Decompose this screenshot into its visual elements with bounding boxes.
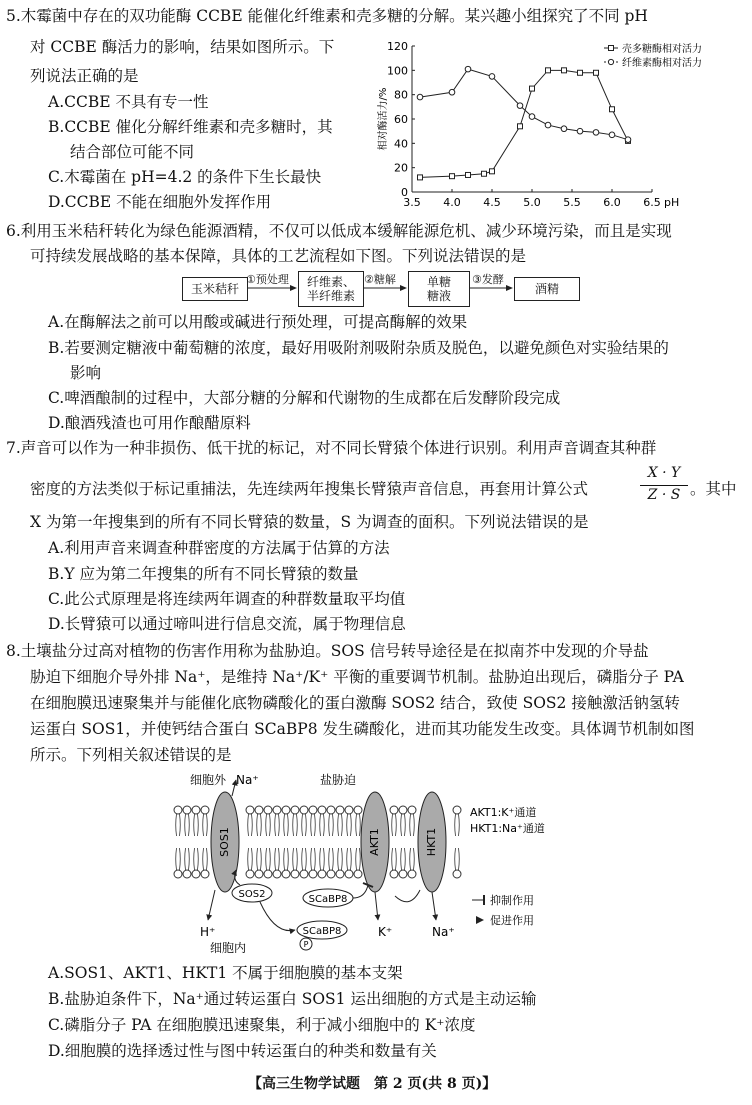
- flow-arrowhead-2: [400, 285, 407, 291]
- phospholipid-tail: [342, 814, 343, 836]
- series-1-point: [530, 86, 535, 91]
- legend-marker-1: [609, 46, 614, 51]
- phospholipid-tail: [266, 848, 267, 870]
- legend-promote-arrow: [476, 916, 484, 924]
- flow-arrowhead-1: [290, 285, 297, 291]
- scabp8-membrane-label: SCaBP8: [308, 894, 348, 905]
- phospholipid-head: [282, 870, 290, 878]
- phospholipid-tail: [176, 848, 177, 870]
- q7-stem-line1: 7.声音可以作为一种非损伤、低干扰的标记，对不同长臂猿个体进行识别。利用声音调查其种群: [6, 439, 657, 457]
- q7-stem-line2: 密度的方法类似于标记重捕法，先连续两年搜集长臂猿声音信息，再套用计算公式: [30, 480, 589, 498]
- phospholipid-head: [273, 806, 281, 814]
- sos2-promote-sos1: [235, 870, 240, 885]
- phospholipid-head: [255, 806, 263, 814]
- phospholipid-tail: [252, 814, 253, 836]
- phospholipid-head: [318, 870, 326, 878]
- y-tick-label: 20: [394, 161, 408, 175]
- phospholipid-tail: [293, 848, 294, 870]
- phospholipid-tail: [297, 814, 298, 836]
- series-line-2: [420, 69, 628, 140]
- phospholipid-head: [318, 806, 326, 814]
- q5-stem-line1: 5.木霉菌中存在的双功能酶 CCBE 能催化纤维素和壳多糖的分解。某兴趣小组探究了不同 pH: [6, 7, 648, 25]
- phospholipid-head: [309, 870, 317, 878]
- series-1-point: [578, 70, 583, 75]
- page-footer: 【高三生物学试题 第 2 页(共 8 页)】: [248, 1076, 497, 1092]
- phospholipid-tail: [392, 814, 393, 836]
- phospholipid-head: [345, 806, 353, 814]
- series-2-point: [593, 130, 599, 136]
- series-2-point: [545, 122, 551, 128]
- phospholipid-tail: [329, 848, 330, 870]
- phospholipid-tail: [315, 814, 316, 836]
- phospholipid-tail: [293, 814, 294, 836]
- phospholipid-head: [408, 806, 416, 814]
- q6-option-b: B.若要测定糖液中葡萄糖的浓度，最好用吸附剂吸附杂质及脱色，以避免颜色对实验结果的: [48, 339, 669, 357]
- phospholipid-tail: [338, 814, 339, 836]
- series-2-point: [625, 137, 631, 143]
- phospholipid-tail: [261, 848, 262, 870]
- q7-option-a: A.利用声音来调查种群密度的方法属于估算的方法: [48, 539, 390, 557]
- phospholipid-tail: [414, 848, 415, 870]
- na-in-label: Na⁺: [432, 925, 455, 939]
- phospholipid-tail: [176, 814, 177, 836]
- x-tick-label: 4.5: [483, 196, 501, 209]
- phospholipid-tail: [414, 814, 415, 836]
- series-1-point: [594, 70, 599, 75]
- series-2-point: [489, 74, 495, 80]
- sos-pathway-diagram: [170, 770, 730, 955]
- na-out-label: Na⁺: [236, 773, 259, 787]
- series-2-point: [577, 128, 583, 134]
- phospholipid-head: [453, 806, 461, 814]
- sos2-to-scabp8-arrow: [260, 902, 295, 931]
- phospholipid-head: [264, 870, 272, 878]
- phospholipid-head: [183, 806, 191, 814]
- phospholipid-tail: [203, 814, 204, 836]
- q5-option-b-cont: 结合部位可能不同: [70, 143, 195, 161]
- phospholipid-tail: [275, 814, 276, 836]
- outside-label: 细胞外: [190, 773, 227, 787]
- akt1-label: AKT1: [368, 828, 381, 856]
- q7-option-c: C.此公式原理是将连续两年调查的种群数量取平均值: [48, 590, 406, 608]
- phospholipid-head: [336, 806, 344, 814]
- y-tick-label: 60: [394, 113, 408, 126]
- series-1-point: [490, 169, 495, 174]
- phospholipid-head: [300, 806, 308, 814]
- q7-stem-line2-end: 。其中: [690, 480, 737, 498]
- q6-option-a: A.在酶解法之前可以用酸或碱进行预处理，可提高酶解的效果: [48, 313, 468, 331]
- phospholipid-head: [264, 806, 272, 814]
- flow-step-pretreatment: ①预处理: [246, 273, 289, 286]
- y-tick-label: 40: [394, 137, 408, 151]
- phospholipid-tail: [288, 814, 289, 836]
- phospholipid-head: [390, 870, 398, 878]
- phospholipid-tail: [405, 848, 406, 870]
- phospholipid-tail: [248, 848, 249, 870]
- sos2-label: SOS2: [238, 889, 266, 900]
- phospholipid-tail: [270, 814, 271, 836]
- phospholipid-tail: [180, 814, 181, 836]
- phospholipid-tail: [324, 814, 325, 836]
- phospholipid-head: [327, 806, 335, 814]
- phospholipid-tail: [347, 814, 348, 836]
- legend-akt1: AKT1:K⁺通道: [470, 806, 537, 819]
- legend-promote-text: 促进作用: [490, 914, 534, 927]
- phospholipid-head: [408, 870, 416, 878]
- phospholipid-tail: [356, 848, 357, 870]
- phospholipid-tail: [455, 814, 456, 836]
- phospholipid-head: [174, 806, 182, 814]
- q8-stem-line1: 8.土壤盐分过高对植物的伤害作用称为盐胁迫。SOS 信号转导途径是在拟南芥中发现的介导盐: [6, 642, 649, 660]
- phospholipid-tail: [248, 814, 249, 836]
- phospholipid-tail: [207, 814, 208, 836]
- q8-stem-line2: 胁迫下细胞介导外排 Na⁺，是维持 Na⁺/K⁺ 平衡的重要调节机制。盐胁迫出现后，磷脂分子 PA: [30, 668, 684, 686]
- series-1-point: [466, 172, 471, 177]
- flow-box-corn-stalk: 玉米秸秆: [182, 277, 248, 301]
- phospholipid-tail: [284, 848, 285, 870]
- x-tick-label: 5.5: [563, 196, 581, 209]
- formula-fraction-bar: [640, 485, 688, 486]
- phospholipid-head: [345, 870, 353, 878]
- series-2-point: [449, 89, 455, 95]
- y-tick-label: 0: [401, 186, 408, 199]
- phospholipid-tail: [347, 848, 348, 870]
- phospholipid-tail: [189, 848, 190, 870]
- series-1-point: [482, 171, 487, 176]
- phospholipid-head: [309, 806, 317, 814]
- legend-marker-2: [608, 59, 613, 64]
- q6-option-c: C.啤酒酿制的过程中，大部分糖的分解和代谢物的生成都在后发酵阶段完成: [48, 389, 561, 407]
- phospholipid-tail: [297, 848, 298, 870]
- phospholipid-head: [201, 806, 209, 814]
- phospholipid-head: [327, 870, 335, 878]
- phospholipid-head: [255, 870, 263, 878]
- phospholipid-tail: [185, 848, 186, 870]
- y-axis-label: 相对酶活力/%: [378, 87, 389, 151]
- phospholipid-tail: [329, 814, 330, 836]
- phospholipid-tail: [356, 814, 357, 836]
- phospholipid-head: [354, 806, 362, 814]
- series-1-point: [450, 174, 455, 179]
- na-efflux-arrow: [232, 780, 236, 796]
- phospholipid-tail: [257, 814, 258, 836]
- series-2-point: [465, 66, 471, 72]
- x-tick-label: 4.0: [443, 196, 461, 209]
- phospholipid-tail: [333, 848, 334, 870]
- phospholipid-tail: [455, 848, 456, 870]
- q8-option-c: C.磷脂分子 PA 在细胞膜迅速聚集，利于减小细胞中的 K⁺浓度: [48, 1016, 476, 1034]
- series-1-point: [518, 124, 523, 129]
- phospholipid-tail: [324, 848, 325, 870]
- q5-option-d: D.CCBE 不能在细胞外发挥作用: [48, 193, 272, 211]
- phospholipid-tail: [410, 848, 411, 870]
- phospholipid-tail: [351, 814, 352, 836]
- phospholipid-head: [192, 870, 200, 878]
- phospholipid-tail: [306, 848, 307, 870]
- q5-stem-line2: 对 CCBE 酶活力的影响，结果如图所示。下: [30, 38, 335, 56]
- ph-activity-chart: [372, 36, 712, 236]
- phospholipid-tail: [459, 848, 460, 870]
- phospholipid-tail: [257, 848, 258, 870]
- flow-step-fermentation: ③发酵: [472, 273, 504, 286]
- na-influx-arrow: [432, 892, 436, 920]
- formula-denominator: Z · S: [647, 487, 681, 503]
- q7-option-b: B.Y 应为第二年搜集的所有不同长臂猿的数量: [48, 565, 359, 583]
- x-axis-label: pH: [664, 196, 680, 209]
- phospholipid-tail: [194, 814, 195, 836]
- phospholipid-tail: [405, 814, 406, 836]
- series-2-point: [417, 94, 423, 100]
- phospholipid-tail: [401, 848, 402, 870]
- q5-option-b: B.CCBE 催化分解纤维素和壳多糖时，其: [48, 118, 333, 136]
- scabp8-inhibit-akt1: [353, 885, 368, 898]
- q6-option-d: D.酿酒残渣也可用作酿醋原料: [48, 414, 251, 432]
- phospholipid-tail: [180, 848, 181, 870]
- q8-option-d: D.细胞膜的选择透过性与图中转运蛋白的种类和数量有关: [48, 1042, 437, 1060]
- phospholipid-head: [291, 870, 299, 878]
- legend-hkt1: HKT1:Na⁺通道: [470, 822, 545, 835]
- h-influx-arrow: [208, 890, 215, 920]
- phospholipid-head: [399, 870, 407, 878]
- phospholipid-tail: [185, 814, 186, 836]
- q6-option-b-cont: 影响: [70, 364, 102, 382]
- x-tick-label: 6.5: [643, 196, 661, 209]
- series-line-1: [420, 70, 628, 177]
- phospholipid-tail: [275, 848, 276, 870]
- phospholipid-tail: [284, 814, 285, 836]
- phospholipid-tail: [410, 814, 411, 836]
- scabp8-phos-label: SCaBP8: [302, 926, 342, 937]
- phospholipid-tail: [320, 848, 321, 870]
- phospholipid-tail: [302, 848, 303, 870]
- phospholipid-tail: [288, 848, 289, 870]
- q5-option-a: A.CCBE 不具有专一性: [48, 93, 209, 111]
- x-tick-label: 5.0: [523, 196, 541, 209]
- series-2-point: [517, 103, 523, 109]
- flow-box-alcohol: 酒精: [514, 277, 580, 301]
- phospholipid-tail: [396, 848, 397, 870]
- y-tick-label: 120: [387, 40, 408, 53]
- h-in-label: H⁺: [200, 925, 216, 939]
- phospholipid-head: [291, 806, 299, 814]
- k-in-label: K⁺: [378, 925, 393, 939]
- phospholipid-tail: [360, 814, 361, 836]
- q5-option-c: C.木霉菌在 pH=4.2 的条件下生长最快: [48, 168, 322, 186]
- series-1-point: [562, 68, 567, 73]
- phospholipid-head: [246, 870, 254, 878]
- k-influx-arrow: [375, 892, 378, 920]
- hkt1-label: HKT1: [425, 827, 438, 857]
- phospholipid-tail: [266, 814, 267, 836]
- phospholipid-tail: [315, 848, 316, 870]
- phospholipid-tail: [198, 814, 199, 836]
- phospholipid-tail: [306, 814, 307, 836]
- phospholipid-tail: [207, 848, 208, 870]
- phospholipid-tail: [320, 814, 321, 836]
- phospholipid-tail: [194, 848, 195, 870]
- phospholipid-head: [192, 806, 200, 814]
- phospholipid-tail: [198, 848, 199, 870]
- phospholipid-head: [300, 870, 308, 878]
- legend-label-2: 纤维素酶相对活力: [622, 58, 702, 69]
- phospholipid-head: [390, 806, 398, 814]
- phospholipid-head: [183, 870, 191, 878]
- series-1-point: [418, 175, 423, 180]
- phospholipid-head: [282, 806, 290, 814]
- hkt1-inhibit-curve: [395, 890, 420, 902]
- phospholipid-head: [453, 870, 461, 878]
- series-2-point: [609, 132, 615, 138]
- inside-label: 细胞内: [210, 941, 247, 955]
- flow-arrowhead-3: [506, 285, 513, 291]
- legend-inhibit-text: 抑制作用: [490, 894, 534, 907]
- q8-option-b: B.盐胁迫条件下，Na⁺通过转运蛋白 SOS1 运出细胞的方式是主动运输: [48, 990, 537, 1008]
- q7-stem-line3: X 为第一年搜集到的所有不同长臂猿的数量，S 为调查的面积。下列说法错误的是: [30, 513, 589, 531]
- series-2-point: [561, 126, 567, 132]
- stress-label: 盐胁迫: [320, 773, 357, 787]
- phospholipid-head: [201, 870, 209, 878]
- phospholipid-tail: [189, 814, 190, 836]
- flow-box-cellulose: 纤维素、 半纤维素: [298, 271, 364, 307]
- phospholipid-head: [273, 870, 281, 878]
- phospholipid-tail: [342, 848, 343, 870]
- q8-stem-line3: 在细胞膜迅速聚集并与能催化底物磷酸化的蛋白激酶 SOS2 结合，致使 SOS2 接触激活钠氢转: [30, 694, 680, 712]
- sos1-label: SOS1: [218, 827, 231, 857]
- phospholipid-tail: [338, 848, 339, 870]
- q8-option-a: A.SOS1、AKT1、HKT1 不属于细胞膜的基本支架: [48, 964, 403, 982]
- x-tick-label: 6.0: [603, 196, 621, 209]
- phospholipid-tail: [351, 848, 352, 870]
- series-1-point: [546, 68, 551, 73]
- phospholipid-tail: [392, 848, 393, 870]
- phospholipid-tail: [311, 848, 312, 870]
- phospholipid-tail: [401, 814, 402, 836]
- phosphate-label: P: [303, 940, 309, 949]
- phospholipid-tail: [261, 814, 262, 836]
- q6-stem-line1: 6.利用玉米秸秆转化为绿色能源酒精，不仅可以低成本缓解能源危机、减少环境污染，而且是实现: [6, 222, 672, 240]
- phospholipid-head: [246, 806, 254, 814]
- phospholipid-tail: [311, 814, 312, 836]
- series-2-point: [529, 114, 535, 120]
- phospholipid-tail: [459, 814, 460, 836]
- q6-stem-line2: 可持续发展战略的基本保障，具体的工艺流程如下图。下列说法错误的是: [30, 247, 527, 265]
- phospholipid-tail: [360, 848, 361, 870]
- phospholipid-tail: [279, 848, 280, 870]
- flow-box-sugar: 单糖 糖液: [408, 271, 470, 307]
- phospholipid-head: [336, 870, 344, 878]
- y-tick-label: 80: [394, 88, 408, 102]
- formula-numerator: X · Y: [647, 465, 681, 481]
- series-1-point: [610, 107, 615, 112]
- x-tick-label: 3.5: [403, 196, 421, 209]
- q7-option-d: D.长臂猿可以通过啼叫进行信息交流，属于物理信息: [48, 615, 406, 633]
- q8-stem-line5: 所示。下列相关叙述错误的是: [30, 746, 232, 764]
- phospholipid-tail: [203, 848, 204, 870]
- phospholipid-tail: [270, 848, 271, 870]
- phospholipid-tail: [396, 814, 397, 836]
- phospholipid-head: [354, 870, 362, 878]
- phospholipid-tail: [252, 848, 253, 870]
- legend-label-1: 壳多糖酶相对活力: [622, 44, 702, 55]
- phospholipid-tail: [333, 814, 334, 836]
- phospholipid-tail: [279, 814, 280, 836]
- flow-step-saccharification: ②糖解: [364, 273, 396, 286]
- q8-stem-line4: 运蛋白 SOS1，并使钙结合蛋白 SCaBP8 发生磷酸化，进而其功能发生改变。具体调节机制如图: [30, 720, 695, 738]
- y-tick-label: 100: [387, 64, 408, 78]
- phospholipid-head: [174, 870, 182, 878]
- phospholipid-tail: [302, 814, 303, 836]
- q5-stem-line3: 列说法正确的是: [30, 67, 139, 85]
- phospholipid-head: [399, 806, 407, 814]
